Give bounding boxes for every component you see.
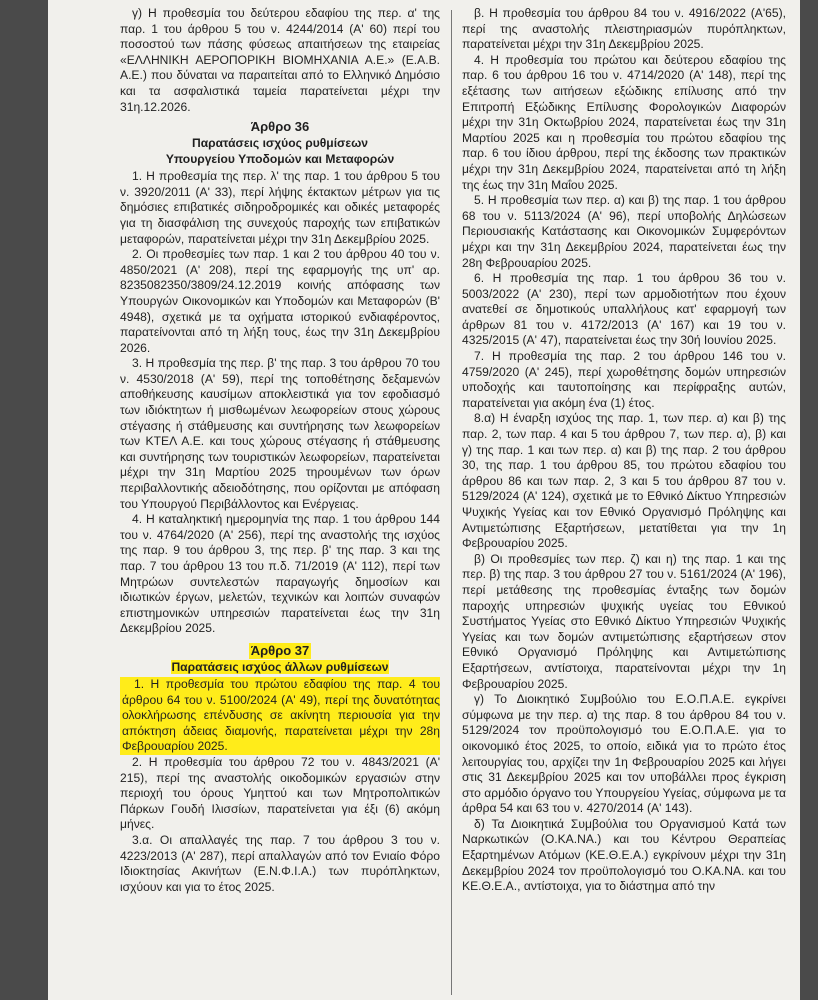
column-divider [451, 10, 452, 995]
paragraph-3b: β. Η προθεσμία του άρθρου 84 του ν. 4916/2022 (Α'65), περί της αναστολής πλειστηριασμών πυρόπληκτων, παρατείνεται μέχρι την 31η Δεκεμβρίου 2025. [462, 6, 786, 52]
right-column [462, 6, 786, 895]
article-36-paragraph-3: 3. Η προθεσμία της περ. β' της παρ. 3 του άρθρου 70 του ν. 4530/2018 (Α' 59), περί της τοποθέτησης δεξαμενών αποθήκευσης καυσίμων αποκλειστικά για τον εφοδιασμό των ιδιόκτητων ή μισθωμένων λεωφορείων στους χώρους στέγασης ή στάθμευσης και συντήρησης των λεωφορείων των ΚΤΕΛ Α.Ε. και τους χώρους στέγασης ή στάθμευσης και συντήρησης των τουριστικών λεωφορείων, παρατείνεται μέχρι την 31η Μαρτίου 2025 τηρουμένων των όρων περιβαλλοντικής αδειοδότησης, που ορίζονται με απόφαση του Υπουργού Περιβάλλοντος και Ενέργειας. [120, 356, 440, 511]
paragraph-art35-gamma: γ) Η προθεσμία του δεύτερου εδαφίου της περ. α' της παρ. 1 του άρθρου 5 του ν. 4244/2014 (Α' 60) περί του ποσοστού των πάσης φύσεως απαιτήσεων της εταιρείας «ΕΛΛΗΝΙΚΗ ΑΕΡΟΠΟΡΙΚΗ ΒΙΟΜΗΧΑΝΙΑ Α.Ε.» (Ε.Α.Β. Α.Ε.) που δύναται να παραιτείται από το Ελληνικό Δημόσιο και τα ασφαλιστικά ταμεία παρατείνεται μέχρι την 31η.12.2026. [120, 6, 440, 114]
article-36-heading [120, 119, 440, 167]
article-36-paragraph-4: 4. Η καταληκτική ημερομηνία της παρ. 1 του άρθρου 144 του ν. 4764/2020 (Α' 256), περί της αναστολής της ισχύος της παρ. 9 του άρθρου 3, της περ. β' της παρ. 3 και της παρ. 7 του άρθρου 13 του π.δ. 71/2019 (Α' 112), περί των Μητρώων συντελεστών παραγωγής δημοσίων και ιδιωτικών έργων, μελετών, τεχνικών και λοιπών συναφών επιστημονικών υπηρεσιών παρατείνεται έως την 31η Δεκεμβρίου 2025. [120, 512, 440, 636]
left-column [120, 6, 440, 895]
article-36-paragraph-2: 2. Οι προθεσμίες των παρ. 1 και 2 του άρθρου 40 του ν. 4850/2021 (Α' 208), περί της εφαρμογής της υπ' αρ. 8235082350/3809/24.12.2019 κοινής απόφασης των Υπουργών Οικονομικών και Υποδομών και Μεταφορών (Β' 4948), σχετικά με τα οχήματα ιστορικού ενδιαφέροντος, παρατείνονται από τη λήξη τους, έως την 31η Δεκεμβρίου 2026. [120, 247, 440, 355]
article-36-number: Άρθρο 36 [250, 119, 310, 135]
paragraph-8c: γ) Το Διοικητικό Συμβούλιο του Ε.Ο.Π.Α.Ε. εγκρίνει σύμφωνα με την περ. α) της παρ. 8 του άρθρου 84 του ν. 5129/2024 τον προϋπολογισμό του Ε.Ο.Π.Α.Ε. για το οικονομικό έτος 2025, το οποίο, ειδικά για το πρώτο έτος λειτουργίας του, αρχίζει την 1η Φεβρουαρίου 2025 και λήγει στις 31 Δεκεμβρίου 2025 και τον υποβάλλει προς έγκριση στο αρμόδιο όργανο του Υπουργείου Υγείας, σύμφωνα με τα άρθρα 54 και 63 του ν. 4270/2014 (Α' 143). [462, 692, 786, 816]
paragraph-8d: δ) Τα Διοικητικά Συμβούλια του Οργανισμού Κατά των Ναρκωτικών (Ο.ΚΑ.ΝΑ.) και του Κέντρου Θεραπείας Εξαρτημένων Ατόμων (ΚΕ.Θ.Ε.Α.) εγκρίνουν μέχρι την 31η Δεκεμβρίου 2024 τον προϋπολογισμό του Ο.ΚΑ.ΝΑ. και του ΚΕ.Θ.Ε.Α., αντίστοιχα, για το διάστημα από την [462, 816, 786, 894]
article-37-paragraph-3a: 3.α. Οι απαλλαγές της παρ. 7 του άρθρου 3 του ν. 4223/2013 (Α' 287), περί απαλλαγών από τον Ενιαίο Φόρο Ιδιοκτησίας Ακινήτων (Ε.Ν.Φ.Ι.Α.) των πυρόπληκτων, ισχύουν και για το έτος 2025. [120, 832, 440, 894]
article-37-number: Άρθρο 37 [250, 642, 310, 658]
article-36-title-line1: Παρατάσεις ισχύος ρυθμίσεων [191, 136, 369, 151]
article-36-paragraph-1: 1. Η προθεσμία της περ. λ' της παρ. 1 του άρθρου 5 του ν. 3920/2011 (Α' 33), περί λήψης έκτακτων μέτρων για τις δημόσιες επιβατικές σιδηροδρομικές και οδικές μεταφορές για τη διασφάλιση της συνεχούς παροχής των επιβατικών μεταφορών, παρατείνεται μέχρι την 31η Δεκεμβρίου 2025. [120, 169, 440, 246]
paragraph-5: 5. Η προθεσμία των περ. α) και β) της παρ. 1 του άρθρου 68 του ν. 5113/2024 (Α' 96), περί υποβολής Δηλώσεων Περιουσιακής Κατάστασης και Οικονομικών Συμφερόντων μέχρι και την 31η Δεκεμβρίου 2024, παρατείνεται έως την 28η Φεβρουαρίου 2025. [462, 193, 786, 270]
article-37-paragraph-2: 2. Η προθεσμία του άρθρου 72 του ν. 4843/2021 (Α' 215), περί της αναστολής οικοδομικών εργασιών στην περιοχή του όρους Υμηττού και των Μητροπολιτικών Πάρκων Γουδή Ιλισσίων, παρατείνεται για έξι (6) ακόμη μήνες. [120, 754, 440, 832]
paragraph-6: 6. Η προθεσμία της παρ. 1 του άρθρου 36 του ν. 5003/2022 (Α' 230), περί των αρμοδιοτήτων που έχουν ανατεθεί σε δημοτικούς υπαλλήλους κατ' εφαρμογή των άρθρων 81 του ν. 4172/2013 (Α' 167) και 19 του ν. 4325/2015 (Α' 47), παρατείνεται έως την 30ή Ιουνίου 2025. [462, 271, 786, 348]
paragraph-8a: 8.α) Η έναρξη ισχύος της παρ. 1, των περ. α) και β) της παρ. 2, των παρ. 4 και 5 του άρθρου 7, των περ. α), β) και γ) της παρ. 1 και των περ. α) και β) της παρ. 2 του άρθρου 30, της παρ. 1 του άρθρου 85, του πρώτου εδαφίου του άρθρου 86 και των παρ. 2, 3 και 5 του άρθρου 87 του ν. 5129/2024 (Α' 124), σχετικά με το Εθνικό Δίκτυο Υπηρεσιών Ψυχικής Υγείας και τον Εθνικό Οργανισμό Πρόληψης και Αντιμετώπισης Εξαρτήσεων, μετατίθεται για την 1η Φεβρουαρίου 2025. [462, 411, 786, 551]
paragraph-4: 4. Η προθεσμία του πρώτου και δεύτερου εδαφίου της παρ. 6 του άρθρου 16 του ν. 4714/2020 (Α' 148), περί της εξέτασης των αιτήσεων εξώδικης επίλυσης από την Επιτροπή Εξώδικης Επίλυσης Φορολογικών Διαφορών μέχρι την 31η Οκτωβρίου 2024, παρατείνεται έως την 31η Μαρτίου 2025 και η προθεσμία του πρώτου εδαφίου της παρ. 6 του ίδιου άρθρου, περί της έκδοσης των πρακτικών μέχρι την 31η Δεκεμβρίου 2024, παρατείνεται από τη λήξη της έως την 31η Μαΐου 2025. [462, 52, 786, 192]
article-37-title: Παρατάσεις ισχύος άλλων ρυθμίσεων [171, 659, 389, 674]
newspaper-page [48, 0, 800, 1000]
article-36-title-line2: Υπουργείου Υποδομών και Μεταφορών [165, 152, 395, 167]
article-37-paragraph-1-highlighted: 1. Η προθεσμία του πρώτου εδαφίου της παρ. 4 του άρθρου 64 του ν. 5100/2024 (Α' 49), περί της δυνατότητας ολοκλήρωσης επένδυσης σε ακίνητη περιουσία για την απόκτηση άδειας διαμονής, παρατείνεται μέχρι την 28η Φεβρουαρίου 2025. [122, 676, 440, 754]
paragraph-7: 7. Η προθεσμία της παρ. 2 του άρθρου 146 του ν. 4759/2020 (Α' 245), περί χωροθέτησης δομών υπηρεσιών υποδοχής και ταυτοποίησης και περίφραξης αυτών, παρατείνεται για ακόμη ένα (1) έτος. [462, 349, 786, 410]
paragraph-8b: β) Οι προθεσμίες των περ. ζ) και η) της παρ. 1 και της περ. β) της παρ. 3 του άρθρου 27 του ν. 5161/2024 (Α' 196), περί μετάθεσης της προθεσμίας ένταξης των δομών παροχής υπηρεσιών ψυχικής υγείας του Εθνικού Συστήματος Υγείας στο Εθνικό Δίκτυο Υπηρεσιών Ψυχικής Υγείας και των δομών αντιμετώπισης εξαρτήσεων στον Εθνικό Οργανισμό Πρόληψης και Αντιμετώπισης Εξαρτήσεων, αντίστοιχα, παρατείνονται μέχρι την 1η Φεβρουαρίου 2025. [462, 551, 786, 691]
article-37-heading [120, 643, 440, 675]
